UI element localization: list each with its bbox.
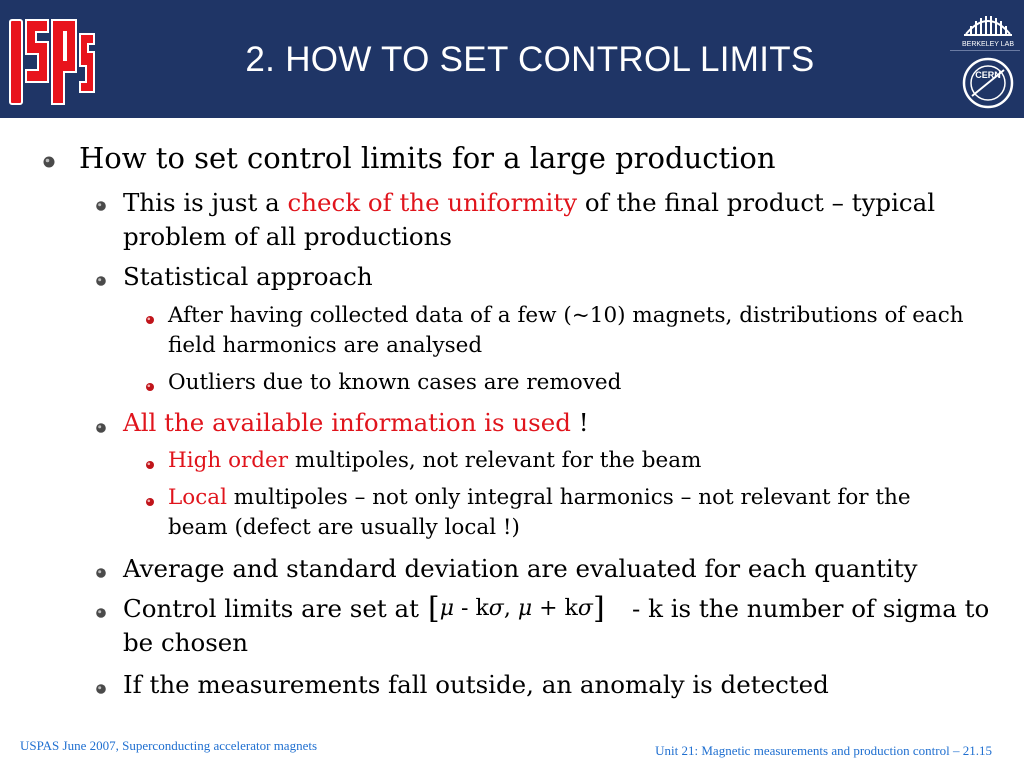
formula-sigma: σ: [577, 596, 593, 621]
bullet-set-control-limits: How to set control limits for a large production: [79, 141, 776, 175]
bullet-uniformity: [123, 188, 935, 219]
bullet-level2-icon: [95, 422, 107, 434]
bullet-level1-icon: [42, 155, 56, 169]
berkeley-lab-text: BERKELEY LAB: [961, 41, 1015, 48]
highlight-local: Local: [168, 485, 227, 510]
bullet-outliers: Outliers due to known cases are removed: [168, 370, 622, 395]
formula-close-bracket: ]: [592, 591, 605, 626]
bullet-level3-icon: [145, 460, 155, 470]
bullet-all-information: [123, 408, 589, 439]
cern-text: CERN: [975, 70, 1001, 80]
formula-mu: μ: [517, 596, 533, 621]
control-limits-formula: [428, 591, 605, 626]
slide-title: 2. HOW TO SET CONTROL LIMITS: [245, 40, 815, 79]
formula-plus-k: + k: [532, 596, 578, 621]
highlight-uniformity: check of the uniformity: [287, 188, 578, 217]
bullet-level2-icon: [95, 607, 107, 619]
text-fragment: !: [570, 408, 589, 437]
bullet-local-cont: beam (defect are usually local !): [168, 515, 520, 540]
bullet-collected-data: After having collected data of a few (~10) magnets, distributions of each: [168, 303, 964, 328]
formula-comma: ,: [503, 596, 518, 621]
bullet-anomaly: If the measurements fall outside, an anomaly is detected: [123, 670, 829, 699]
bullet-local: [168, 485, 911, 512]
bullet-level3-icon: [145, 497, 155, 507]
bullet-level3-icon: [145, 382, 155, 392]
formula-sigma: σ: [488, 596, 504, 621]
text-fragment: multipoles – not only integral harmonics – not relevant for the: [226, 485, 911, 510]
bullet-average: Average and standard deviation are evaluated for each quantity: [123, 554, 918, 583]
bullet-level2-icon: [95, 567, 107, 579]
formula-minus-k: - k: [454, 596, 489, 621]
bullet-level2-icon: [95, 275, 107, 287]
bullet-control-limits-k: - k is the number of sigma to: [632, 594, 990, 623]
text-fragment: This is just a: [123, 188, 288, 217]
footer-course: USPAS June 2007, Superconducting accelerator magnets: [20, 738, 318, 753]
text-fragment: multipoles, not relevant for the beam: [288, 448, 702, 473]
bullet-statistical-approach: Statistical approach: [123, 262, 373, 291]
bullet-collected-data-cont: field harmonics are analysed: [168, 333, 483, 358]
formula-open-bracket: [: [428, 591, 440, 626]
bullet-level3-icon: [145, 315, 155, 325]
bullet-uniformity-cont: problem of all productions: [123, 222, 452, 251]
bullet-control-limits: Control limits are set at: [123, 594, 419, 623]
bullet-control-limits-cont: be chosen: [123, 628, 249, 657]
highlight-high-order: High order: [168, 448, 289, 473]
bullet-level2-icon: [95, 683, 107, 695]
bullet-level2-icon: [95, 200, 107, 212]
footer-unit: Unit 21: Magnetic measurements and production control – 21.15: [655, 743, 992, 758]
bullet-high-order: [168, 448, 701, 475]
text-fragment: of the final product – typical: [577, 188, 936, 217]
formula-mu: μ: [439, 596, 455, 621]
highlight-all-information: All the available information is used: [123, 408, 571, 437]
